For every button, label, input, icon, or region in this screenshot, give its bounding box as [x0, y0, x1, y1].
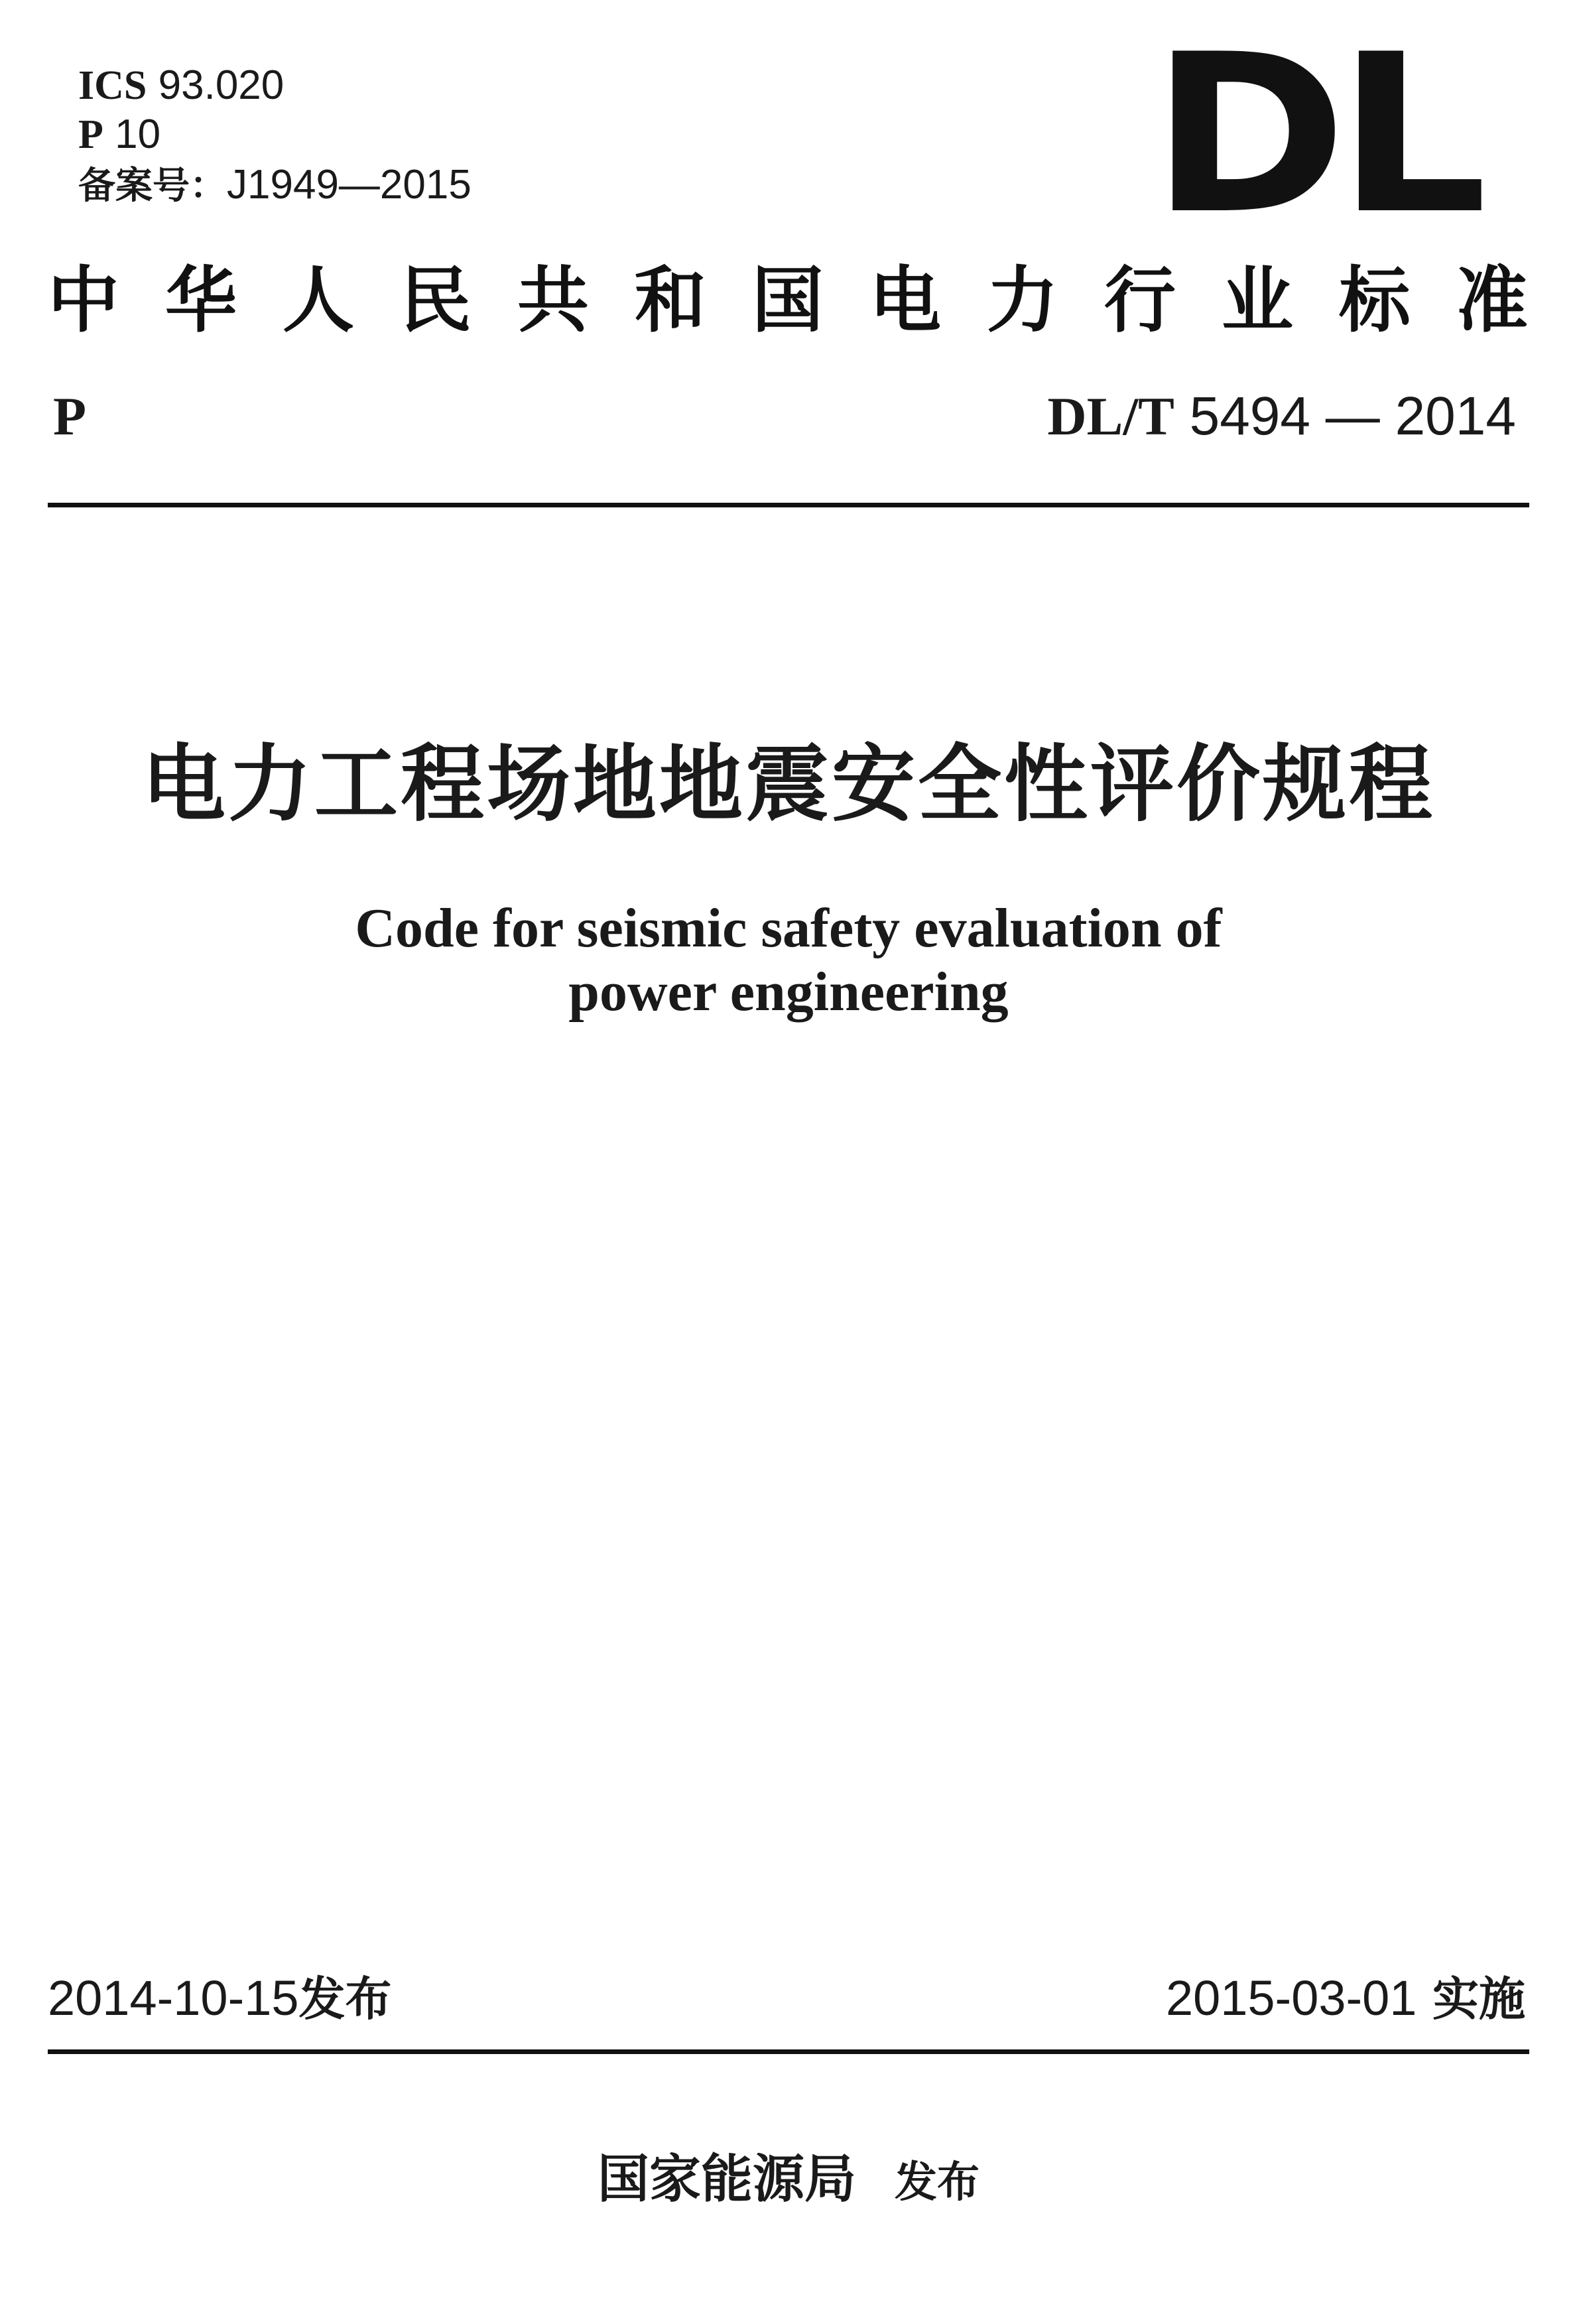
title-english-line-1: Code for seismic safety evaluation of [355, 897, 1222, 959]
dl-logo: DL [1151, 7, 1478, 262]
banner-char: 国 [751, 259, 824, 342]
title-english-line-2: power engineering [568, 961, 1009, 1023]
ics-value: 93.020 [158, 62, 284, 108]
banner-char: 华 [164, 259, 237, 342]
banner-char: 电 [869, 259, 941, 342]
clc-label: P [78, 112, 103, 157]
banner-char: 和 [634, 259, 706, 342]
title-english [0, 897, 1577, 1024]
publisher [0, 2148, 1577, 2215]
implementation-date-word: 实施 [1432, 1972, 1525, 2026]
implementation-date-value: 2015-03-01 [1165, 1970, 1417, 2026]
top-divider [48, 503, 1529, 507]
implementation-date [1166, 1969, 1525, 2029]
issue-date-value: 2014-10-15 [48, 1970, 299, 2026]
issue-date-word: 发布 [298, 1972, 392, 2026]
standard-number [1047, 385, 1516, 448]
filing-label: 备案号： [78, 164, 227, 208]
ics-code [78, 61, 284, 110]
clc-code [78, 110, 160, 159]
title-chinese: 电力工程场地地震安全性评价规程 [142, 736, 1435, 833]
banner-char: 人 [282, 259, 354, 342]
banner-char: 行 [1104, 259, 1176, 342]
standard-category: P [53, 386, 87, 446]
ics-label: ICS [78, 63, 147, 108]
standard-number-prefix: DL/T [1047, 386, 1174, 446]
banner-char: 准 [1456, 259, 1528, 342]
banner-char: 中 [48, 259, 120, 342]
standard-banner [48, 257, 1528, 344]
clc-value: 10 [115, 111, 161, 157]
banner-char: 业 [1221, 259, 1293, 342]
issue-date [48, 1969, 392, 2029]
banner-char: 民 [399, 259, 472, 342]
publisher-verb: 发布 [895, 2158, 979, 2207]
banner-char: 力 [986, 259, 1058, 342]
banner-char: 标 [1338, 259, 1411, 342]
filing-value: J1949—2015 [227, 162, 472, 208]
bottom-divider [48, 2049, 1529, 2054]
filing-number [78, 161, 472, 211]
publisher-name: 国家能源局 [597, 2150, 856, 2209]
standard-number-value: 5494 — 2014 [1189, 386, 1516, 446]
banner-char: 共 [517, 259, 589, 342]
